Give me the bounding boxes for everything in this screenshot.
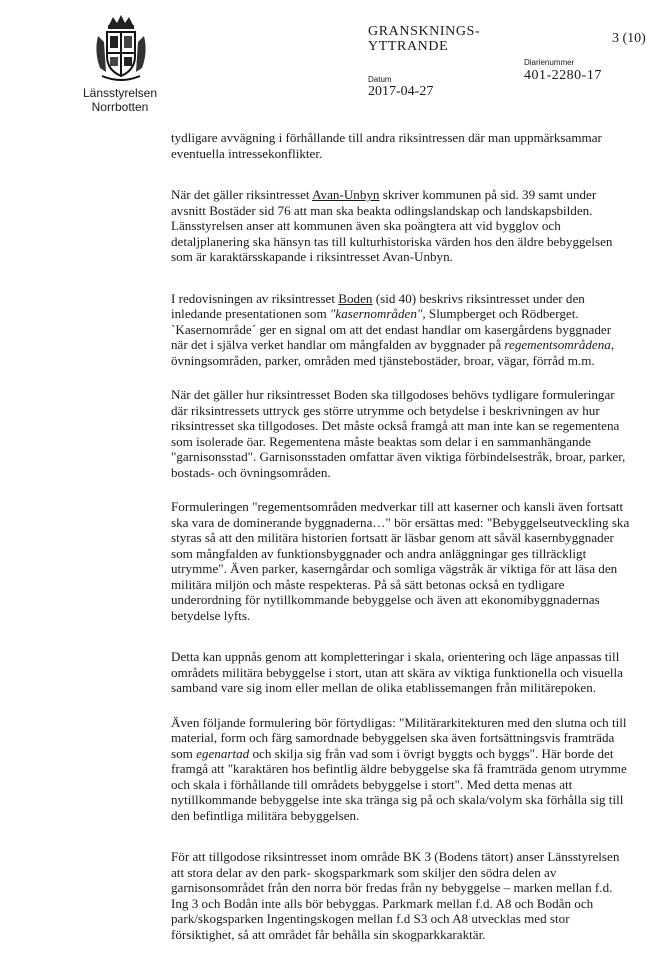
- diary-number-label: Diarienummer: [524, 58, 575, 67]
- paragraph-text: skriver kommunen på sid. 39 samt under avsnitt Bostäder sid 76 att man ska beakta odlingslandskap och landskapsbilden. Länsstyrelsen anser att kommunen även ska poängtera att vid bygglov och detaljplanering ska hänsyn tas till kulturhistoriska värden hos den äldre bebyggelsen som är karaktärsskapande i riksintresset Avan-Unbyn.: [171, 187, 613, 264]
- coat-of-arms-icon: [88, 12, 154, 86]
- paragraph-7: [171, 715, 631, 824]
- org-name-line1: Länsstyrelsen: [82, 86, 158, 100]
- paragraph-text: , Slumpberget och Rödberget. `Kasernområde´ ger en signal om att det endast handlar om kasergårdens byggnader när det i själva verket handlar om mångfalden av byggnader på: [171, 306, 612, 352]
- italic-term: egenartad: [196, 745, 250, 761]
- paragraph-1: tydligare avvägning i förhållande till andra riksintressen där man uppmärksammar eventuella intressekonflikter.: [171, 130, 602, 161]
- diary-number: 401-2280-17: [524, 68, 602, 83]
- paragraph-text: Även följande formulering bör förtydligas: "Militärarkitekturen med den slutna och till material, form och färg samordnade bebyggelsen ska även fortsättningsvis framträda som: [171, 714, 627, 761]
- italic-term: regementsområdena: [504, 337, 611, 352]
- paragraph-text: I redovisningen av riksintresset: [171, 290, 339, 306]
- underlined-term-boden: Boden: [338, 290, 373, 306]
- paragraph-4: När det gäller hur riksintresset Boden ska tillgodoses behövs tydligare formuleringar där riksintressets uttryck ges större utrymme och betydelse i beskrivningen av hur riksintresset ska tillgodoses. Det måste också framgå att man inte kan se regementena som isolerade öar. Regementena måste beaktas som delar i en sammanhängande "garnisonsstad". Garnisonsstaden omfattar även viktiga förbindelsestråk, broar, parker, bostads- och övningsområden.: [171, 387, 626, 480]
- paragraph-text: När det gäller riksintresset: [171, 187, 313, 202]
- paragraph-boden: [171, 291, 631, 369]
- document-type-line2: YTTRANDE: [368, 39, 449, 54]
- paragraph-text: , övningsområden, parker, områden med tjänstebostäder, broar, vägar, förråd m.m.: [171, 337, 615, 368]
- document-type-line1: GRANSKNINGS-: [368, 24, 481, 39]
- organisation-name: [68, 86, 172, 114]
- paragraph-5: Formuleringen "regementsområden medverkar till att kaserner och kansli även fortsatt ska vara de dominerande byggnaderna…" bör ersättas med: "Bebyggelseutveckling ska styras så att den militära historien fortsatt är läsbar genom att såväl kasernbyggnader som mångfalden av funktionsbyggnader och andra anläggningar ges tillräckligt utrymme". Även parker, kaserngårdar och somliga vägstråk är viktiga för att läsa den militära miljön och måste respekteras. På så sätt betonas också en tydligare underordning för nytillkommande bebyggelse och även att ekonomibyggnadernas betydelse lyfts.: [171, 499, 630, 623]
- paragraph-6: Detta kan uppnås genom att kompletteringar i skala, orientering och läge anpassas till områdets militära bebyggelse i stort, utan att skära av viktiga funktionella och visuella samband vare sig inom eller mellan de olika etablissemangen från militärepoken.: [171, 649, 623, 695]
- document-type: [368, 24, 480, 54]
- document-date: 2017-04-27: [368, 84, 434, 99]
- org-name-line2: Norrbotten: [91, 100, 149, 114]
- date-label: Datum: [368, 75, 392, 84]
- italic-term: "kasernområden": [329, 306, 423, 321]
- paragraph-text: (sid 40) beskrivs riksintresset under den inledande presentationen som: [171, 290, 585, 321]
- page-indicator: 3 (10): [612, 31, 646, 46]
- paragraph-avan-unbyn: [171, 187, 631, 265]
- paragraph-text: och skilja sig från vad som i övrigt byggts och byggs". Här borde det framgå att "karaktären hos befintlig äldre bebyggelse ska få framträda genom utrymme och skala i förhållande till områdets bebyggelse i stort". Med detta menas att nytillkommande bebyggelse inte ska tränga sig på och skala/volym ska förhålla sig till den befintliga militära bebyggelsen.: [171, 745, 627, 823]
- underlined-term-avan-unbyn: Avan-Unbyn: [312, 187, 380, 202]
- document-body: [171, 130, 631, 954]
- paragraph-8: För att tillgodose riksintresset inom område BK 3 (Bodens tätort) anser Länsstyrelsen att stora delar av den park- skogsparkmark som skiljer den södra delen av garnisonsområdet från den norra bör fredas från ny bebyggelse – marken mellan f.d. Ing 3 och Bodån inte alls bör bebyggas. Parkmark mellan f.d. A8 och Bodån och park/skogsparken Ingentingskogen mellan f.d S3 och A8 utvecklas med stor försiktighet, så att området får behålla sin skogparkkaraktär.: [171, 849, 620, 942]
